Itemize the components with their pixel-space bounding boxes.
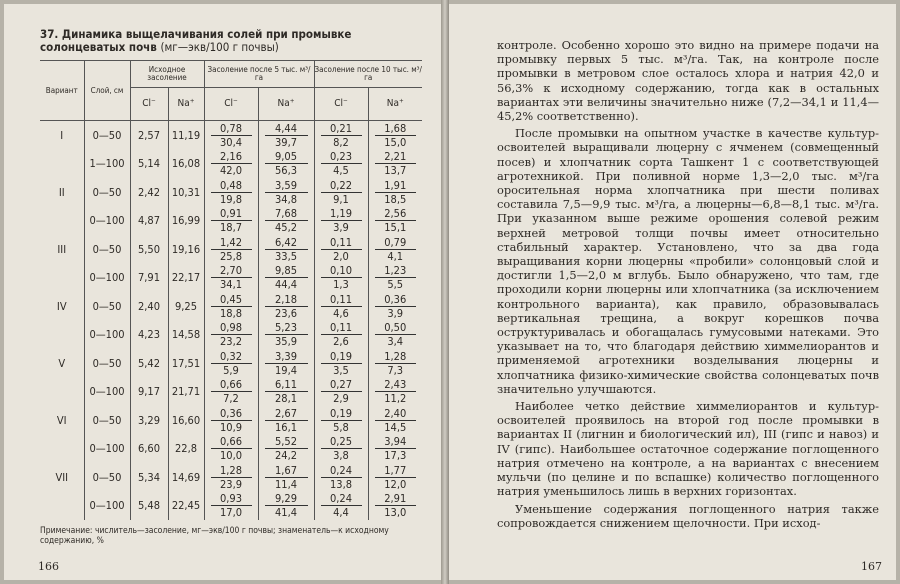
cell-cl-after10 <box>314 378 368 407</box>
numerator: 5,52 <box>265 435 308 449</box>
cell-na-after5 <box>258 463 314 492</box>
numerator: 0,66 <box>211 378 252 392</box>
cell-na-after5 <box>258 235 314 264</box>
cell-na-after5 <box>258 349 314 378</box>
denominator: 3,4 <box>387 335 404 349</box>
numerator: 1,23 <box>375 264 417 278</box>
denominator: 4,1 <box>387 249 404 263</box>
denominator: 2,9 <box>333 392 349 406</box>
cell-v <box>40 321 84 350</box>
numerator: 0,79 <box>375 236 417 250</box>
numerator: 0,22 <box>321 179 362 193</box>
cell-v: VII <box>55 470 69 484</box>
denominator: 2,6 <box>333 335 349 349</box>
cell-layer: 0—100 <box>84 378 130 407</box>
cell-cl: 7,91 <box>130 264 168 293</box>
cell-cl-after10 <box>314 406 368 435</box>
cell-cl: 5,50 <box>130 235 168 264</box>
denominator: 18,8 <box>219 306 243 320</box>
cell-layer: 0—50 <box>84 349 130 378</box>
cell-na-after10 <box>368 463 422 492</box>
numerator: 0,24 <box>321 492 362 506</box>
denominator: 5,9 <box>223 363 239 377</box>
numerator: 3,59 <box>265 179 308 193</box>
numerator: 0,23 <box>321 150 362 164</box>
cell-na-after5 <box>258 121 314 150</box>
cell-layer: 0—50 <box>84 178 130 207</box>
header-initial: Исходное засоление <box>130 61 204 88</box>
cell-cl-after10 <box>314 178 368 207</box>
denominator: 15,1 <box>384 221 407 235</box>
table-row <box>40 463 422 492</box>
cell-cl: 2,57 <box>130 121 168 150</box>
denominator: 39,7 <box>274 135 298 149</box>
cell-layer: 0—50 <box>84 121 130 150</box>
table-row <box>40 207 422 236</box>
denominator: 17,3 <box>384 449 407 463</box>
cell-na-after5 <box>258 378 314 407</box>
numerator: 7,68 <box>265 207 308 221</box>
table-row <box>40 264 422 293</box>
table-header-row <box>40 61 422 88</box>
numerator: 0,78 <box>211 122 252 136</box>
cell-na-after5 <box>258 292 314 321</box>
cell-cl-after10 <box>314 349 368 378</box>
cell-layer: 0—100 <box>84 321 130 350</box>
header-cl: Cl⁻ <box>204 88 258 121</box>
numerator: 0,32 <box>211 350 252 364</box>
denominator: 9,1 <box>333 192 349 206</box>
cell-v: VI <box>56 413 67 427</box>
denominator: 56,3 <box>274 164 298 178</box>
cell-na-after5 <box>258 207 314 236</box>
cell-na-after5 <box>258 264 314 293</box>
cell-cl-after5 <box>204 321 258 350</box>
denominator: 11,4 <box>274 477 298 491</box>
denominator: 18,5 <box>384 192 407 206</box>
numerator: 6,42 <box>265 236 308 250</box>
header-variant: Вариант <box>40 61 84 121</box>
cell-cl-after10 <box>314 121 368 150</box>
cell-cl-after10 <box>314 463 368 492</box>
cell-na-after5 <box>258 435 314 464</box>
cell-cl-after5 <box>204 349 258 378</box>
header-na: Na⁺ <box>258 88 314 121</box>
cell-cl: 6,60 <box>130 435 168 464</box>
cell-na-after10 <box>368 235 422 264</box>
numerator: 2,18 <box>265 293 308 307</box>
cell-v <box>40 378 84 407</box>
paragraph: После промывки на опытном участке в качестве культур-освоителей выращивали люцерну с ячменем (совмещенный посев) и хлопчатник сорта Ташкент 1 с соответствующей агротехникой. При поливной норме 1,3—2,0 тыс. м³/га оросительная норма хлопчатника при шести поливах составила 7,5—9,9 тыс. м³/га, а люцерны—6,8—8,1 тыс. м³/га. При указанном выше режиме орошения солевой режим верхней метровой толщи почвы имеет относительно стабильный характер. Установлено, что за два года выращивания корни люцерны «пробили» солонцовый слой и достигли 1,5—2,0 м вглубь. Было обнаружено, что там, где проходили корни люцерны или хлопчатника (за исключением контрольного варианта), как правило, образовывалась вертикальная трещина, а вокруг корешков почва оструктуривалась и обогащалась гумусовыми натеками. Это указывает на то, что благодаря действию химмелиорантов и применяемой агротехники возделывания люцерны и хлопчатника физико-химические свойства солонцеватых почв значительно улучшаются. <box>497 126 879 396</box>
numerator: 0,36 <box>211 407 252 421</box>
cell-cl-after5 <box>204 150 258 179</box>
numerator: 2,67 <box>265 407 308 421</box>
cell-na-after10 <box>368 321 422 350</box>
numerator: 0,19 <box>321 350 362 364</box>
table-row <box>40 435 422 464</box>
cell-cl-after5 <box>204 207 258 236</box>
denominator: 23,2 <box>219 335 243 349</box>
cell-cl-after5 <box>204 463 258 492</box>
cell-cl-after5 <box>204 264 258 293</box>
paragraph: Уменьшение содержания поглощенного натрия также сопровождается снижением щелочности. При исход- <box>497 501 879 530</box>
numerator: 0,27 <box>321 378 362 392</box>
numerator: 1,28 <box>375 350 417 364</box>
numerator: 1,77 <box>375 464 417 478</box>
cell-layer: 0—50 <box>84 406 130 435</box>
denominator: 19,8 <box>219 192 243 206</box>
cell-na: 17,51 <box>168 349 204 378</box>
numerator: 0,11 <box>321 293 362 307</box>
header-after10: Засоление после 10 тыс. м³/га <box>314 61 422 88</box>
numerator: 3,94 <box>375 435 417 449</box>
numerator: 0,48 <box>211 179 252 193</box>
numerator: 9,29 <box>265 492 308 506</box>
cell-na-after5 <box>258 321 314 350</box>
cell-na-after10 <box>368 150 422 179</box>
body-text <box>497 38 879 533</box>
denominator: 7,2 <box>223 392 239 406</box>
cell-na: 22,17 <box>168 264 204 293</box>
table-row <box>40 492 422 521</box>
page-number-left: 166 <box>38 560 59 573</box>
cell-na-after10 <box>368 178 422 207</box>
cell-cl-after10 <box>314 435 368 464</box>
cell-na: 11,19 <box>168 121 204 150</box>
cell-cl-after10 <box>314 207 368 236</box>
denominator: 11,2 <box>384 392 407 406</box>
table-row <box>40 292 422 321</box>
denominator: 3,8 <box>333 449 349 463</box>
denominator: 3,9 <box>333 221 349 235</box>
table-title: 37. Динамика выщелачивания солей при промывке солонцеватых почв (мг—экв/100 г почвы) <box>40 27 352 54</box>
cell-na-after10 <box>368 207 422 236</box>
denominator: 19,4 <box>274 363 298 377</box>
cell-layer: 1—100 <box>84 150 130 179</box>
numerator: 0,45 <box>211 293 252 307</box>
cell-na: 9,25 <box>168 292 204 321</box>
cell-v: III <box>57 242 67 256</box>
numerator: 0,25 <box>321 435 362 449</box>
cell-na-after10 <box>368 292 422 321</box>
cell-layer: 0—100 <box>84 435 130 464</box>
numerator: 9,05 <box>265 150 308 164</box>
cell-cl: 2,40 <box>130 292 168 321</box>
denominator: 3,5 <box>333 363 349 377</box>
denominator: 2,0 <box>333 249 349 263</box>
cell-cl-after5 <box>204 292 258 321</box>
numerator: 1,67 <box>265 464 308 478</box>
cell-v <box>40 264 84 293</box>
right-page <box>449 4 896 580</box>
numerator: 1,68 <box>375 122 417 136</box>
cell-layer: 0—50 <box>84 235 130 264</box>
header-layer: Слой, см <box>84 61 130 121</box>
cell-na: 14,58 <box>168 321 204 350</box>
denominator: 42,0 <box>219 164 243 178</box>
salt-leaching-table <box>40 60 422 520</box>
table-row <box>40 321 422 350</box>
numerator: 4,44 <box>265 122 308 136</box>
denominator: 15,0 <box>384 135 407 149</box>
cell-layer: 0—100 <box>84 492 130 521</box>
cell-na-after5 <box>258 406 314 435</box>
page-number-right: 167 <box>861 560 882 573</box>
cell-na-after10 <box>368 121 422 150</box>
cell-v: II <box>58 185 65 199</box>
cell-cl-after10 <box>314 292 368 321</box>
table-row <box>40 178 422 207</box>
cell-cl: 5,34 <box>130 463 168 492</box>
denominator: 4,5 <box>333 164 349 178</box>
numerator: 1,42 <box>211 236 252 250</box>
denominator: 13,7 <box>384 164 407 178</box>
cell-cl-after5 <box>204 492 258 521</box>
denominator: 23,9 <box>219 477 243 491</box>
numerator: 3,39 <box>265 350 308 364</box>
left-page <box>4 4 441 580</box>
cell-cl: 5,42 <box>130 349 168 378</box>
cell-cl-after5 <box>204 406 258 435</box>
cell-cl: 2,42 <box>130 178 168 207</box>
table-row <box>40 150 422 179</box>
cell-na: 19,16 <box>168 235 204 264</box>
numerator: 6,11 <box>265 378 308 392</box>
cell-na: 22,8 <box>168 435 204 464</box>
denominator: 35,9 <box>274 335 298 349</box>
numerator: 1,28 <box>211 464 252 478</box>
numerator: 0,91 <box>211 207 252 221</box>
cell-na: 21,71 <box>168 378 204 407</box>
numerator: 2,21 <box>375 150 417 164</box>
denominator: 16,1 <box>274 420 298 434</box>
cell-cl: 9,17 <box>130 378 168 407</box>
cell-layer: 0—100 <box>84 207 130 236</box>
cell-na: 16,08 <box>168 150 204 179</box>
cell-v <box>40 435 84 464</box>
cell-layer: 0—50 <box>84 463 130 492</box>
denominator: 5,8 <box>333 420 349 434</box>
table-body <box>40 121 422 521</box>
denominator: 25,8 <box>219 249 243 263</box>
cell-cl-after5 <box>204 378 258 407</box>
cell-cl-after10 <box>314 264 368 293</box>
cell-na-after10 <box>368 378 422 407</box>
denominator: 18,7 <box>219 221 243 235</box>
denominator: 7,3 <box>387 363 404 377</box>
denominator: 33,5 <box>274 249 298 263</box>
cell-v: IV <box>56 299 67 313</box>
numerator: 2,16 <box>211 150 252 164</box>
cell-na-after10 <box>368 406 422 435</box>
numerator: 2,56 <box>375 207 417 221</box>
cell-cl-after5 <box>204 178 258 207</box>
cell-cl-after10 <box>314 235 368 264</box>
table-row <box>40 406 422 435</box>
cell-na-after10 <box>368 492 422 521</box>
denominator: 10,0 <box>219 449 243 463</box>
header-na: Na⁺ <box>168 88 204 121</box>
header-cl: Cl⁻ <box>130 88 168 121</box>
denominator: 10,9 <box>219 420 243 434</box>
cell-na-after5 <box>258 178 314 207</box>
cell-na: 10,31 <box>168 178 204 207</box>
numerator: 0,10 <box>321 264 362 278</box>
numerator: 2,40 <box>375 407 417 421</box>
numerator: 0,11 <box>321 236 362 250</box>
table-row <box>40 121 422 150</box>
numerator: 0,24 <box>321 464 362 478</box>
denominator: 4,6 <box>333 306 349 320</box>
numerator: 0,19 <box>321 407 362 421</box>
numerator: 0,66 <box>211 435 252 449</box>
numerator: 2,91 <box>375 492 417 506</box>
denominator: 41,4 <box>274 506 298 520</box>
cell-cl-after10 <box>314 492 368 521</box>
denominator: 30,4 <box>219 135 243 149</box>
numerator: 9,85 <box>265 264 308 278</box>
cell-na-after5 <box>258 150 314 179</box>
denominator: 4,4 <box>333 506 349 520</box>
numerator: 0,36 <box>375 293 417 307</box>
paragraph: Наиболее четко действие химмелиорантов и культур-освоителей проявилось на второй год после промывки в вариантах II (лигнин и биологический ил), III (гипс и навоз) и IV (гипс). Наибольшее остаточное содержание поглощенного натрия отмечено на контроле, а на вариантах с внесением мульчи (по целине и по вспашке) количество поглощенного натрия уменьшилось лишь в верхних горизонтах. <box>497 399 879 499</box>
cell-v <box>40 150 84 179</box>
denominator: 8,2 <box>333 135 349 149</box>
denominator: 28,1 <box>274 392 298 406</box>
denominator: 13,0 <box>384 506 407 520</box>
cell-cl: 5,48 <box>130 492 168 521</box>
numerator: 0,93 <box>211 492 252 506</box>
header-after5: Засоление после 5 тыс. м³/га <box>204 61 314 88</box>
cell-na-after10 <box>368 264 422 293</box>
cell-cl-after5 <box>204 121 258 150</box>
cell-v <box>40 492 84 521</box>
numerator: 2,43 <box>375 378 417 392</box>
denominator: 12,0 <box>384 477 407 491</box>
cell-cl-after5 <box>204 235 258 264</box>
header-na: Na⁺ <box>368 88 422 121</box>
cell-na-after5 <box>258 492 314 521</box>
paragraph: контроле. Особенно хорошо это видно на примере подачи на промывку первых 5 тыс. м³/га. Так, на контроле после промывки в метровом слое осталось хлора и натрия 42,0 и 56,3% к исходному содержанию, тогда как в остальных вариантах эти величины значительно ниже (7,2—34,1 и 11,4—45,2% соответственно). <box>497 38 879 124</box>
denominator: 44,4 <box>274 278 298 292</box>
numerator: 0,98 <box>211 321 252 335</box>
cell-cl: 3,29 <box>130 406 168 435</box>
denominator: 34,8 <box>274 192 298 206</box>
table-row <box>40 235 422 264</box>
numerator: 2,70 <box>211 264 252 278</box>
cell-na-after10 <box>368 435 422 464</box>
cell-cl-after10 <box>314 321 368 350</box>
numerator: 0,50 <box>375 321 417 335</box>
cell-layer: 0—100 <box>84 264 130 293</box>
cell-cl-after5 <box>204 435 258 464</box>
denominator: 14,5 <box>384 420 407 434</box>
cell-na: 16,99 <box>168 207 204 236</box>
cell-cl: 4,23 <box>130 321 168 350</box>
denominator: 3,9 <box>387 306 404 320</box>
numerator: 5,23 <box>265 321 308 335</box>
numerator: 1,19 <box>321 207 362 221</box>
numerator: 0,11 <box>321 321 362 335</box>
table-row <box>40 378 422 407</box>
denominator: 23,6 <box>274 306 298 320</box>
table-row <box>40 349 422 378</box>
header-cl: Cl⁻ <box>314 88 368 121</box>
table-note: Примечание: числитель—засоление, мг—экв/100 г почвы; знаменатель—к исходному содержанию, % <box>40 526 389 546</box>
cell-v: I <box>60 128 64 142</box>
cell-layer: 0—50 <box>84 292 130 321</box>
denominator: 24,2 <box>274 449 298 463</box>
denominator: 17,0 <box>219 506 243 520</box>
cell-v: V <box>58 356 66 370</box>
denominator: 13,8 <box>329 477 353 491</box>
denominator: 34,1 <box>219 278 243 292</box>
denominator: 1,3 <box>333 278 349 292</box>
cell-na-after10 <box>368 349 422 378</box>
cell-cl: 5,14 <box>130 150 168 179</box>
cell-na: 14,69 <box>168 463 204 492</box>
cell-na: 22,45 <box>168 492 204 521</box>
denominator: 45,2 <box>274 221 298 235</box>
cell-cl: 4,87 <box>130 207 168 236</box>
numerator: 1,91 <box>375 179 417 193</box>
cell-v <box>40 207 84 236</box>
cell-cl-after10 <box>314 150 368 179</box>
denominator: 5,5 <box>387 278 404 292</box>
numerator: 0,21 <box>321 122 362 136</box>
cell-na: 16,60 <box>168 406 204 435</box>
book-gutter <box>441 0 449 584</box>
